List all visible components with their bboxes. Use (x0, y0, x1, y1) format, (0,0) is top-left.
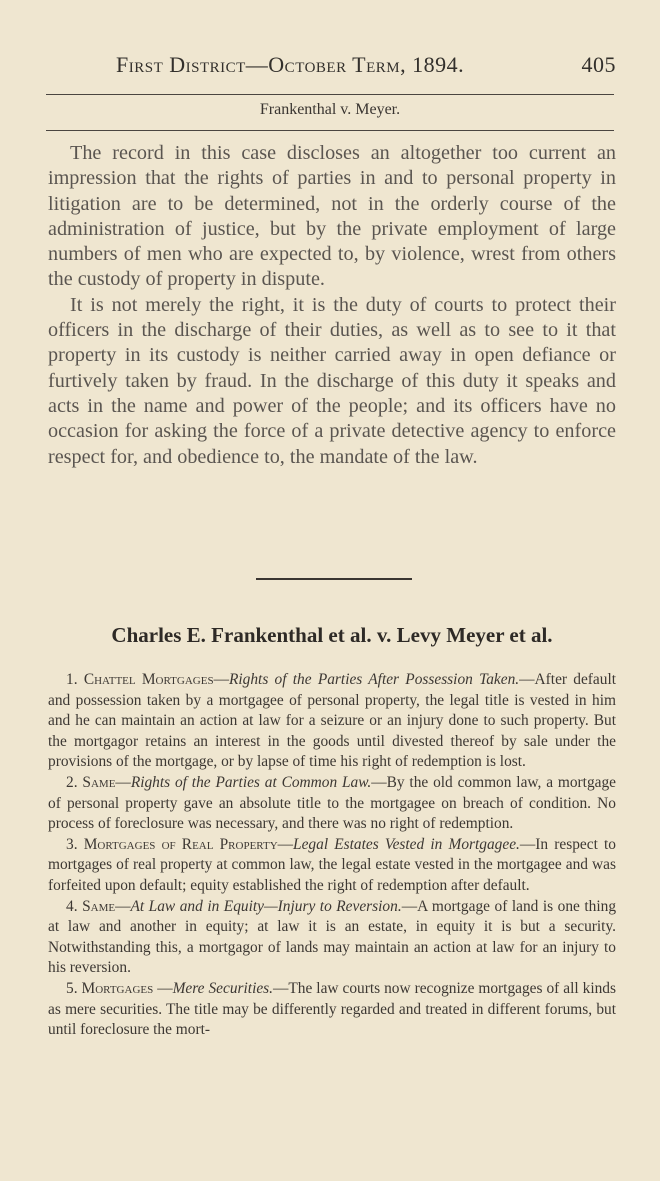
headnote-topic: Mortgages — (81, 979, 173, 997)
headnote-subtopic: Rights of the Parties at Common Law. (130, 773, 372, 791)
headnote-text: —The law courts now recognize mortgages of all kinds as mere securities. The title may be differently regarded and treated in different forums, but until foreclosure the mort- (48, 979, 616, 1039)
headnote-subtopic: Mere Securities. (172, 979, 274, 997)
headnote-subtopic: Legal Estates Vested in Mortgagee. (293, 835, 520, 853)
opinion-paragraph: It is not merely the right, it is the duty of courts to protect their officers in the discharge of their duties, as well as to see to it that property in its custody is neither carried away in open defiance or furtively taken by fraud. In the discharge of this duty it speaks and acts in the name and power of the people; and its officers have no occasion for asking the force of a private detective agency to enforce respect for, and obedience to, the mandate of the law. (48, 293, 616, 468)
case-caption: Frankenthal v. Meyer. (259, 101, 401, 118)
headnote (48, 670, 616, 773)
headnote-number: 2. (66, 773, 78, 791)
headnote-topic: Same— (82, 897, 131, 915)
headnote-text: —A mortgage of land is one thing at law and another in equity; at law it is an estate, in equity it is but a security. Notwithstanding this, a mortgagor of lands may maintain an action at law for an injury to his reversion. (48, 897, 617, 977)
page-number: 405 (581, 52, 616, 77)
headnote-number: 5. (66, 979, 78, 997)
section-divider (256, 578, 412, 580)
headnote-subtopic: At Law and in Equity—Injury to Reversion. (130, 897, 402, 915)
headnote-number: 1. (66, 671, 78, 688)
headnote (48, 835, 616, 897)
headnote-topic: Chattel Mortgages— (83, 671, 229, 688)
headnote-text: —In respect to mortgages of real property at common law, the legal estate vested in the mortgagee and was forfeited upon default; equity established the right of redemption after default. (48, 835, 616, 894)
opinion-paragraph: The record in this case discloses an altogether too current an impression that the rights of parties in and to personal property in litigation are to be determined, not in the orderly course of the administration of justice, but by the private employment of large numbers of men who are expected to, by violence, wrest from others the custody of property in dispute. (48, 142, 616, 291)
headnote (48, 979, 616, 1041)
running-head (116, 52, 616, 78)
headnote (48, 897, 616, 979)
headnote-text: —By the old common law, a mortgage of personal property gave an absolute title to the mortgagee on breach of condition. No process of foreclosure was necessary, and there was no right of redemption. (48, 773, 616, 833)
headnote-text: —After default and possession taken by a mortgagee of personal property, the legal title is vested in him and he can maintain an action at law for a seizure or an injury done to such property. But the mortgagor retains an interest in the goods until divested thereof by sale under the provisions of the mortgage, or by lapse of time his right of redemption is lost. (48, 671, 617, 771)
headnotes (48, 670, 616, 1041)
opinion-text (48, 141, 616, 470)
caption-rule (46, 130, 614, 131)
header-rule (46, 94, 614, 95)
headnote-number: 3. (66, 835, 78, 853)
headnote-number: 4. (66, 897, 78, 915)
headnote-topic: Mortgages of Real Property— (83, 835, 294, 853)
running-head-title: First District—October Term, 1894. (116, 52, 465, 77)
headnote-subtopic: Rights of the Parties After Possession Taken. (228, 671, 520, 688)
headnote (48, 773, 616, 835)
new-case-title: Charles E. Frankenthal et al. v. Levy Meyer et al. (111, 623, 553, 647)
headnote-topic: Same— (82, 773, 131, 791)
